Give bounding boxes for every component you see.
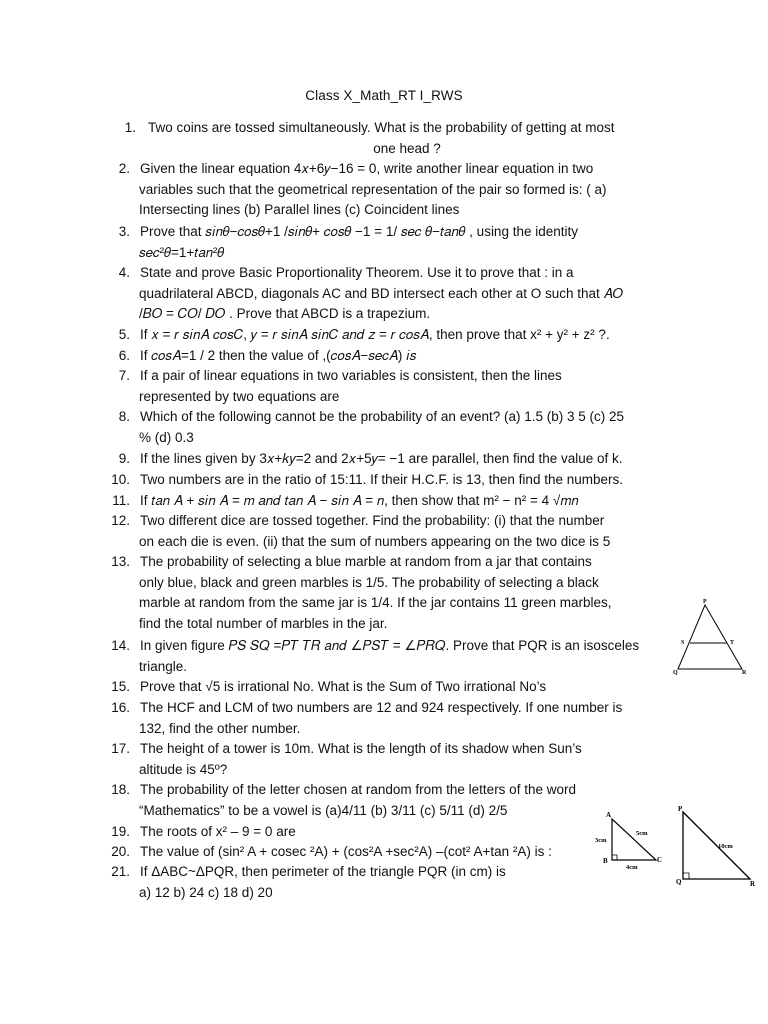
question-number: 7. (118, 368, 130, 383)
question-text-line: The roots of x² – 9 = 0 are (140, 824, 296, 839)
question-number: 11. (112, 493, 130, 508)
question-text-line: altitude is 45º? (139, 761, 228, 777)
question-number: 13. (111, 554, 130, 569)
label-p: P (703, 599, 707, 605)
question-text-line: /𝐵𝑂 = 𝐶𝑂/ 𝐷𝑂 . Prove that ABCD is a trapezium. (139, 306, 431, 322)
label-c: C (657, 856, 663, 864)
label-r2: R (750, 880, 756, 888)
triangle-pqr (678, 605, 742, 669)
question-number: 3. (118, 224, 130, 239)
question-text-line: If 𝑐𝑜𝑠𝐴=1 / 2 then the value of ,(𝑐𝑜𝑠𝐴−𝑠𝑒𝑐𝐴) 𝑖𝑠 (140, 348, 417, 363)
question-text-line: If 𝑡𝑎𝑛 𝐴 + 𝑠𝑖𝑛 𝐴 = 𝑚 𝑎𝑛𝑑 𝑡𝑎𝑛 𝐴 − 𝑠𝑖𝑛 𝐴 = 𝑛, then show that m² − n² = 4 √𝑚𝑛 (140, 493, 579, 508)
question-text-line: Two numbers are in the ratio of 15:11. If their H.C.F. is 13, then find the numbers. (140, 472, 623, 487)
label-q: Q (673, 670, 678, 676)
question-number: 21. (111, 864, 130, 879)
question-text-line: quadrilateral ABCD, diagonals AC and BD intersect each other at O such that 𝐴𝑂 (139, 285, 624, 301)
question-text-line: on each die is even. (ii) that the sum of numbers appearing on the two dice is 5 (139, 533, 611, 549)
triangle-pqr-right (683, 812, 750, 879)
question-number: 2. (118, 161, 130, 176)
question-number: 14. (111, 638, 130, 653)
question-text-line: The height of a tower is 10m. What is the length of its shadow when Sun’s (140, 741, 582, 756)
question-text-line: If a pair of linear equations in two variables is consistent, then the lines (140, 368, 562, 383)
question-text-line: one head ? (373, 140, 441, 156)
triangle-abc (612, 819, 656, 860)
question-number: 16. (111, 700, 130, 715)
question-number: 12. (111, 513, 130, 528)
page-title: Class X_Math_RT I_RWS (305, 88, 463, 103)
measure-ac: 5cm (636, 830, 648, 837)
label-s: S (681, 640, 685, 646)
question-text-line: a) 12 b) 24 c) 18 d) 20 (139, 884, 273, 900)
label-a: A (606, 811, 612, 819)
question-text-line: If ΔABC~ΔPQR, then perimeter of the triangle PQR (in cm) is (140, 864, 506, 879)
question-text-line: The probability of the letter chosen at random from the letters of the word (140, 782, 576, 797)
question-text-line: The HCF and LCM of two numbers are 12 and 924 respectively. If one number is (140, 700, 623, 715)
question-text-line: only blue, black and green marbles is 1/5. The probability of selecting a black (139, 574, 599, 590)
question-text-line: Two different dice are tossed together. Find the probability: (i) that the number (140, 513, 605, 528)
label-b: B (603, 857, 608, 865)
label-q2: Q (676, 878, 682, 886)
question-number: 6. (118, 348, 130, 363)
question-text-line: Prove that √5 is irrational No. What is the Sum of Two irrational No’s (140, 679, 547, 694)
question-number: 17. (111, 741, 130, 756)
question-text-line: Which of the following cannot be the probability of an event? (a) 1.5 (b) 3 5 (c) 25 (140, 409, 625, 424)
question-text-line: If the lines given by 3𝑥+𝑘𝑦=2 and 2𝑥+5𝑦= −1 are parallel, then find the value of k. (140, 451, 623, 466)
question-number: 4. (118, 265, 130, 280)
label-p2: P (678, 805, 683, 813)
question-text-line: “Mathematics” to be a vowel is (a)4/11 (b) 3/11 (c) 5/11 (d) 2/5 (139, 802, 508, 818)
question-number: 15. (111, 679, 130, 694)
measure-pr: 10cm (718, 843, 733, 850)
measure-bc: 4cm (626, 864, 638, 871)
question-text-line: 132, find the other number. (139, 720, 301, 736)
question-text-line: variables such that the geometrical representation of the pair so formed is: ( a) (139, 181, 607, 197)
question-number: 18. (111, 782, 130, 797)
question-text-line: triangle. (139, 658, 188, 674)
label-t: T (730, 640, 735, 646)
question-text-line: The value of (sin² A + cosec ²A) + (cos²A +sec²A) –(cot² A+tan ²A) is : (140, 844, 552, 859)
question-number: 20. (111, 844, 130, 859)
question-number: 8. (118, 409, 130, 424)
question-text-line: If 𝑥 = 𝑟 𝑠𝑖𝑛𝐴 𝑐𝑜𝑠𝐶, 𝑦 = 𝑟 𝑠𝑖𝑛𝐴 𝑠𝑖𝑛𝐶 𝑎𝑛𝑑 𝑧 = 𝑟 𝑐𝑜𝑠𝐴, then prove that x² + y² + z² ?. (140, 327, 610, 342)
measure-ab: 3cm (595, 837, 607, 844)
question-text-line: Given the linear equation 4𝑥+6𝑦−16 = 0, write another linear equation in two (140, 161, 594, 176)
question-text-line: Prove that 𝑠𝑖𝑛𝜃−𝑐𝑜𝑠𝜃+1 /𝑠𝑖𝑛𝜃+ 𝑐𝑜𝑠𝜃 −1 = 1/ 𝑠𝑒𝑐 𝜃−𝑡𝑎𝑛𝜃 , using the identity (140, 224, 578, 239)
question-text-line: marble at random from the same jar is 1/4. If the jar contains 11 green marbles, (139, 595, 612, 611)
question-number: 1. (124, 120, 136, 135)
question-number: 10. (111, 472, 130, 487)
question-text-line: State and prove Basic Proportionality Theorem. Use it to prove that : in a (140, 265, 574, 280)
question-text-line: represented by two equations are (139, 388, 340, 404)
question-number: 9. (118, 451, 130, 466)
question-text-line: The probability of selecting a blue marble at random from a jar that contains (140, 554, 592, 569)
question-text-line: Two coins are tossed simultaneously. What is the probability of getting at most (148, 120, 615, 135)
figure-q21-similar-triangles (592, 800, 758, 894)
question-text-line: Intersecting lines (b) Parallel lines (c) Coincident lines (139, 202, 460, 218)
question-number: 19. (111, 824, 130, 839)
question-text-line: find the total number of marbles in the jar. (139, 615, 388, 631)
question-text-line: 𝑠𝑒𝑐²𝜃=1+𝑡𝑎𝑛²𝜃 (139, 244, 225, 260)
question-number: 5. (118, 327, 130, 342)
question-text-line: % (d) 0.3 (139, 429, 194, 445)
label-r: R (742, 670, 747, 676)
figure-q14-triangle (672, 596, 752, 678)
question-text-line: In given figure 𝑃𝑆 𝑆𝑄 =𝑃𝑇 𝑇𝑅 𝑎𝑛𝑑 ∠𝑃𝑆𝑇 = ∠𝑃𝑅𝑄. Prove that PQR is an isosceles (140, 638, 640, 653)
